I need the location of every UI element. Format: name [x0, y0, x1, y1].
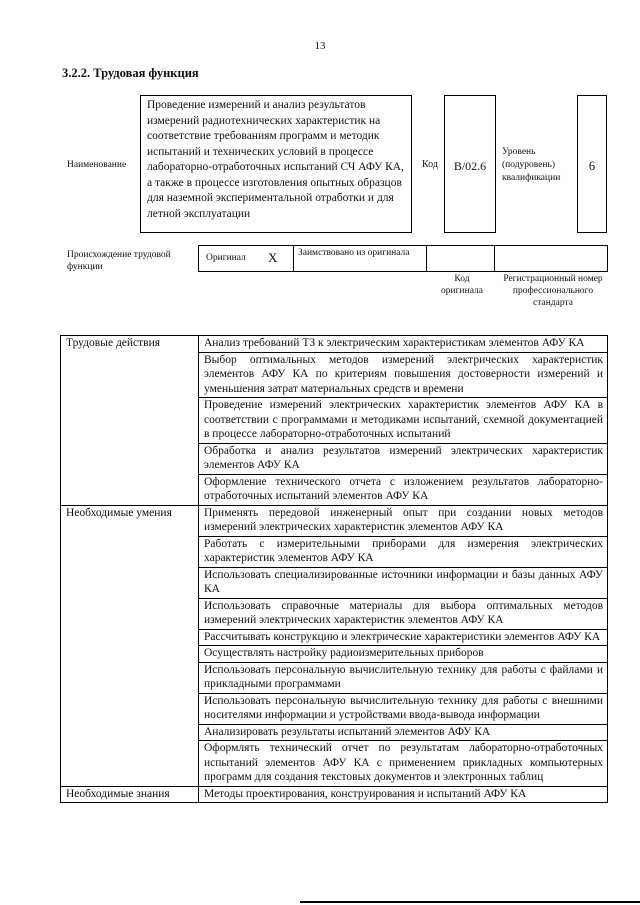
requirement-item: Проведение измерений электрических характеристик элементов АФУ КА в соответствии с программами и методиками испытаний, схемной документацией в процессе лабораторно-отработочных испытаний — [199, 398, 608, 444]
requirement-item: Оформление технического отчета с изложением результатов лабораторно-отработочных испытаний элементов АФУ КА — [199, 474, 608, 505]
origin-row — [198, 245, 608, 272]
table-row — [61, 786, 608, 803]
origin-label: Происхождение трудовой функции — [67, 250, 171, 272]
name-label: Наименование — [67, 160, 127, 170]
registration-number-label: Регистрационный номер профессионального стандарта — [503, 274, 603, 308]
category-cell: Необходимые умения — [61, 505, 199, 786]
requirement-item: Работать с измерительными приборами для измерения электрических характеристик элементов АФУ КА — [199, 536, 608, 567]
requirement-item: Использовать специализированные источники информации и базы данных АФУ КА — [199, 567, 608, 598]
original-label: Оригинал — [206, 253, 246, 263]
original-mark: X — [268, 250, 278, 265]
bottom-border — [300, 901, 640, 903]
requirement-item: Выбор оптимальных методов измерений электрических характеристик элементов АФУ КА по критериям повышения достоверности измерений и уменьшения затрат материальных средств и времени — [199, 352, 608, 398]
code-of-original-label: Код оригинала — [441, 274, 483, 296]
requirement-item: Рассчитывать конструкцию и электрические характеристики элементов АФУ КА — [199, 629, 608, 646]
requirement-item: Обработка и анализ результатов измерений электрических характеристик элементов АФУ КА — [199, 443, 608, 474]
function-code: B/02.6 — [444, 95, 496, 233]
requirement-item: Использовать справочные материалы для выбора оптимальных методов измерений электрических характеристик элементов АФУ КА — [199, 598, 608, 629]
section-title: 3.2.2. Трудовая функция — [62, 66, 199, 80]
origin-original-cell — [199, 246, 294, 271]
category-cell: Трудовые действия — [61, 336, 199, 506]
level-label: Уровень (подуровень) квалификации — [502, 147, 561, 183]
table-row — [61, 505, 608, 536]
requirement-item: Анализ требований ТЗ к электрическим характеристикам элементов АФУ КА — [199, 336, 608, 353]
requirement-item: Методы проектирования, конструирования и испытаний АФУ КА — [199, 786, 608, 803]
borrowed-label: Заимствовано из оригинала — [298, 248, 410, 258]
requirement-item: Анализировать результаты испытаний элементов АФУ КА — [199, 724, 608, 741]
qualification-level: 6 — [577, 95, 607, 233]
origin-code-cell — [427, 246, 495, 271]
requirement-item: Осуществлять настройку радиоизмерительных приборов — [199, 646, 608, 663]
requirements-table — [60, 335, 608, 803]
code-label: Код — [422, 159, 438, 170]
requirement-item: Использовать персональную вычислительную технику для работы с файлами и прикладными программами — [199, 662, 608, 693]
category-cell: Необходимые знания — [61, 786, 199, 803]
table-row — [61, 336, 608, 353]
requirement-item: Использовать персональную вычислительную технику для работы с внешними носителями информации и устройствами ввода-вывода информации — [199, 693, 608, 724]
origin-reg-cell — [495, 246, 607, 271]
page-number: 13 — [314, 40, 326, 52]
function-name: Проведение измерений и анализ результатов измерений радиотехнических характеристик на соответствие требованиям программ и методик испытаний и технических условий в процессе лабораторно-отработочных испытаний СЧ АФУ КА, а также в процессе изготовления опытных образцов для наземной экспериментальной отработки и для летной эксплуатации — [140, 95, 412, 233]
requirement-item: Оформлять технический отчет по результатам лабораторно-отработочных испытаний элементов АФУ КА с применением прикладных компьютерных программ для создания текстовых документов и электронных таблиц — [199, 741, 608, 787]
origin-borrowed-cell — [294, 246, 427, 271]
requirement-item: Применять передовой инженерный опыт при создании новых методов измерений электрических характеристик элементов АФУ КА — [199, 505, 608, 536]
